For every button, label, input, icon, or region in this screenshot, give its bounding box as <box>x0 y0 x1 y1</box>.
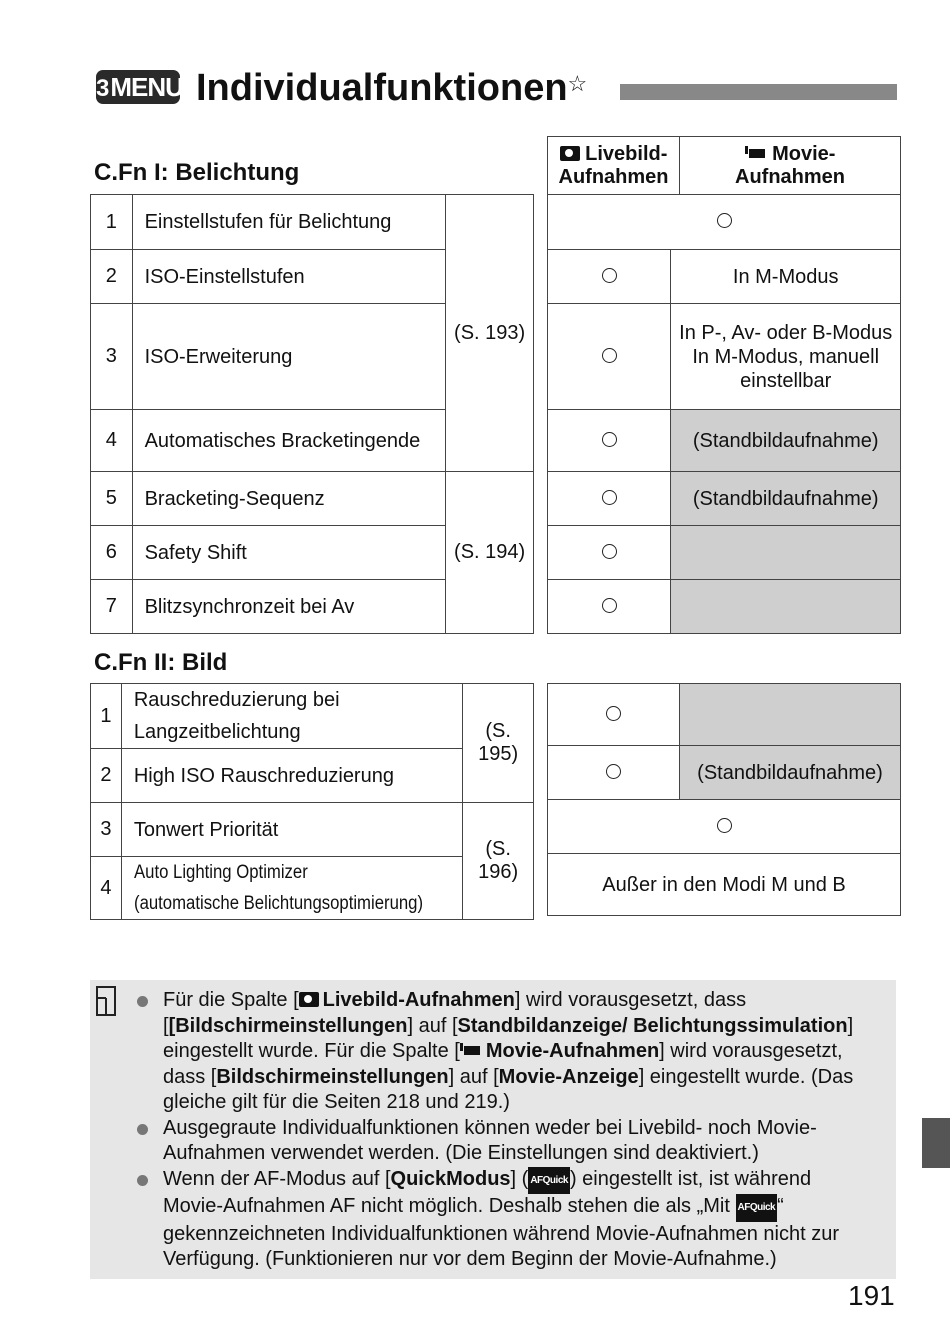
column-header-livebild-line2: Aufnahmen <box>558 165 669 188</box>
available-circle-icon <box>606 764 621 779</box>
row-number: 2 <box>91 250 133 304</box>
note-text: Wenn der AF-Modus auf [ <box>163 1167 391 1190</box>
function-name: Blitzsynchronzeit bei Av <box>132 580 446 634</box>
note-bold-text: Movie-Aufnahmen <box>485 1040 660 1062</box>
page-header <box>96 66 901 110</box>
note-text: ] auf [ <box>448 1065 499 1088</box>
function-name: Rauschreduzierung bei Langzeitbelichtung <box>121 684 462 749</box>
function-name: Tonwert Priorität <box>121 803 462 857</box>
availability-cell <box>548 472 671 526</box>
bild-availability-table <box>547 683 901 916</box>
function-name-line2: (automatische Belichtungsoptimierung) <box>133 893 423 914</box>
availability-cell <box>548 800 901 854</box>
note-item <box>134 988 874 1116</box>
menu-badge-text: MENU <box>110 72 183 102</box>
page-title-text: Individualfunktionen <box>196 67 568 109</box>
note-text: ) eingestellt ist, ist während Movie-Aufnahmen AF nicht möglich. Deshalb stehen die als „Mit <box>163 1167 812 1217</box>
camera-icon <box>299 992 319 1007</box>
row-number: 2 <box>91 749 122 803</box>
movie-icon <box>745 146 767 162</box>
function-name: High ISO Rauschreduzierung <box>121 749 462 803</box>
row-number: 1 <box>91 195 133 250</box>
movie-unavailable-cell <box>680 684 901 746</box>
row-number: 5 <box>91 472 133 526</box>
availability-cell <box>548 195 901 250</box>
function-name-line1: Auto Lighting Optimizer <box>133 862 308 883</box>
bild-functions-table <box>90 683 534 920</box>
column-header-movie-line1: Movie- <box>772 142 836 165</box>
note-bold-text: [Bildschirmeinstellungen <box>168 1014 408 1037</box>
menu-tab-badge <box>96 70 183 104</box>
availability-cell <box>548 526 671 580</box>
column-header-livebild-line1: Livebild- <box>585 142 668 165</box>
note-text: “ gekennzeichneten Individualfunktionen während Movie-Aufnahmen nicht zur Verfügung. (Funktionieren nur vor dem Beginn der Movie-Aufnahme.) <box>163 1195 839 1270</box>
star-icon: ☆ <box>567 71 588 96</box>
availability-cell <box>548 684 680 746</box>
camera-icon <box>560 146 580 161</box>
memo-icon <box>96 986 116 1016</box>
note-bold-text: Movie-Anzeige <box>498 1065 639 1088</box>
note-list <box>134 988 874 1273</box>
available-circle-icon <box>602 490 617 505</box>
note-bold-text: Standbildanzeige/ Belichtungssimulation <box>457 1014 848 1037</box>
note-text: Für die Spalte [ <box>163 989 299 1011</box>
section-label-belichtung: C.Fn I: Belichtung <box>94 159 300 186</box>
note-text: ] auf [ <box>407 1014 458 1037</box>
row-number: 3 <box>91 803 122 857</box>
availability-cell <box>548 746 680 800</box>
column-header-movie <box>680 137 901 195</box>
note-box <box>90 980 896 1279</box>
row-number: 7 <box>91 580 133 634</box>
af-quick-icon: AFQuick <box>736 1194 778 1222</box>
page-title <box>196 66 587 110</box>
available-circle-icon <box>717 818 732 833</box>
belichtung-functions-table <box>90 194 534 634</box>
available-circle-icon <box>602 432 617 447</box>
note-bold-text: Bildschirmeinstellungen <box>216 1065 449 1088</box>
function-name: ISO-Einstellstufen <box>132 250 446 304</box>
available-circle-icon <box>606 706 621 721</box>
note-item <box>134 1116 874 1167</box>
column-header-movie-line2: Aufnahmen <box>735 165 845 188</box>
section-label-bild: C.Fn II: Bild <box>94 649 228 676</box>
note-bold-text: Livebild-Aufnahmen <box>322 989 515 1011</box>
note-text: ] eingestellt wurde. Für die Spalte [ <box>163 1014 854 1062</box>
af-quick-icon: AFQuick <box>528 1167 570 1195</box>
chapter-side-tab <box>922 1118 950 1168</box>
row-number: 3 <box>91 304 133 410</box>
available-circle-icon <box>602 598 617 613</box>
function-name: ISO-Erweiterung <box>132 304 446 410</box>
note-bold-text: QuickModus <box>390 1167 511 1190</box>
belichtung-availability-table <box>547 194 901 634</box>
title-decoration-bar <box>620 84 897 100</box>
function-name: Bracketing-Sequenz <box>132 472 446 526</box>
movie-condition: (Standbildaufnahme) <box>671 472 901 526</box>
note-text: ] ( <box>510 1167 529 1190</box>
note-item <box>134 1167 874 1273</box>
note-text: ] wird vorausgesetzt, dass [ <box>163 1040 843 1088</box>
available-circle-icon <box>602 544 617 559</box>
available-circle-icon <box>717 213 732 228</box>
page-reference: (S. 193) <box>446 195 534 472</box>
movie-condition: (Standbildaufnahme) <box>680 746 901 800</box>
note-text: ] eingestellt wurde. (Das gleiche gilt für die Seiten 218 und 219.) <box>163 1065 854 1113</box>
row-number: 4 <box>91 857 122 920</box>
row-number: 6 <box>91 526 133 580</box>
availability-cell <box>548 580 671 634</box>
availability-condition: Außer in den Modi M und B <box>548 854 901 916</box>
availability-cell <box>548 304 671 410</box>
page-reference: (S. 195) <box>463 684 534 803</box>
movie-condition: In M-Modus <box>671 250 901 304</box>
function-name <box>121 857 462 920</box>
availability-cell <box>548 250 671 304</box>
function-name: Einstellstufen für Belichtung <box>132 195 446 250</box>
column-header-livebild <box>548 137 680 195</box>
movie-unavailable-cell <box>671 580 901 634</box>
movie-unavailable-cell <box>671 526 901 580</box>
menu-badge-number: 3 <box>96 75 109 102</box>
movie-icon <box>460 1043 482 1059</box>
column-header-table <box>547 136 901 195</box>
movie-condition: In P-, Av- oder B-Modus In M-Modus, manuell einstellbar <box>671 304 901 410</box>
row-number: 1 <box>91 684 122 749</box>
availability-cell <box>548 410 671 472</box>
note-text: ] wird vorausgesetzt, dass [ <box>163 989 747 1037</box>
page-number: 191 <box>848 1280 895 1311</box>
movie-condition: (Standbildaufnahme) <box>671 410 901 472</box>
page-reference: (S. 196) <box>463 803 534 920</box>
available-circle-icon <box>602 268 617 283</box>
available-circle-icon <box>602 348 617 363</box>
note-text: Ausgegraute Individualfunktionen können weder bei Livebild- noch Movie-Aufnahmen verwendet werden. (Die Einstellungen sind deaktiviert.) <box>163 1116 817 1164</box>
function-name: Safety Shift <box>132 526 446 580</box>
function-name: Automatisches Bracketingende <box>132 410 446 472</box>
page-reference: (S. 194) <box>446 472 534 634</box>
row-number: 4 <box>91 410 133 472</box>
